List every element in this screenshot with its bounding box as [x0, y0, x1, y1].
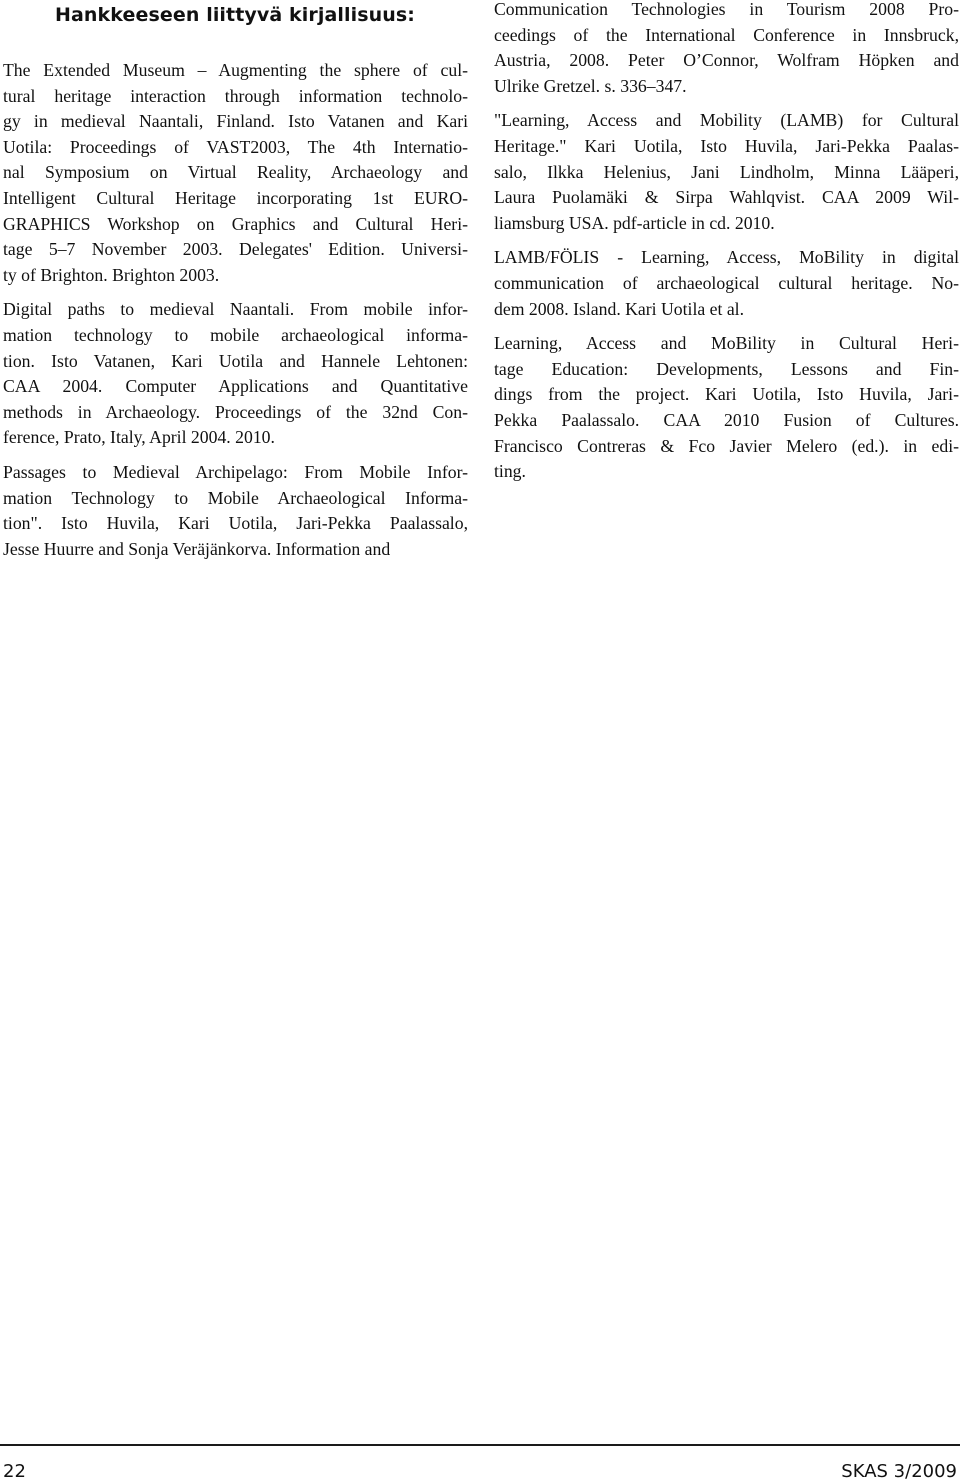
reference-line: methods in Archaeology. Proceedings of the 32nd Con- — [3, 401, 468, 422]
reference-line: tage Education: Developments, Lessons and Fin- — [494, 358, 959, 379]
reference-line: dem 2008. Island. Kari Uotila et al. — [494, 298, 745, 319]
reference-line: "Learning, Access and Mobility (LAMB) for Cultural — [494, 110, 959, 131]
reference-line: Pekka Paalassalo. CAA 2010 Fusion of Cultures. — [494, 409, 959, 430]
reference-line: ty of Brighton. Brighton 2003. — [3, 264, 220, 285]
reference-line: tion. Isto Vatanen, Kari Uotila and Hannele Lehtonen: — [3, 350, 468, 371]
reference-line: ference, Prato, Italy, April 2004. 2010. — [3, 427, 275, 448]
reference-line: LAMB/FÖLIS - Learning, Access, MoBility in digital — [494, 247, 959, 268]
reference-line: mation Technology to Mobile Archaeological Informa- — [3, 487, 468, 508]
reference-line: Ulrike Gretzel. s. 336–347. — [494, 75, 687, 96]
reference-line: nal Symposium on Virtual Reality, Archaeology and — [3, 162, 468, 183]
reference-line: GRAPHICS Workshop on Graphics and Cultural Heri- — [3, 213, 468, 234]
reference-line: The Extended Museum – Augmenting the sphere of cul- — [3, 60, 468, 80]
reference-line: dings from the project. Kari Uotila, Isto Huvila, Jari- — [494, 384, 959, 405]
reference-line: CAA 2004. Computer Applications and Quantitative — [3, 376, 468, 397]
reference-entry — [494, 108, 959, 236]
reference-line: Learning, Access and MoBility in Cultural Heri- — [494, 333, 959, 354]
reference-line: Francisco Contreras & Fco Javier Melero (ed.). in edi- — [494, 435, 959, 456]
footer-rule — [0, 1444, 960, 1446]
reference-line: tion". Isto Huvila, Kari Uotila, Jari-Pekka Paalassalo, — [3, 513, 468, 534]
reference-line: communication of archaeological cultural heritage. No- — [494, 272, 959, 293]
reference-entry — [494, 245, 959, 322]
page-number: 22 — [3, 1461, 26, 1482]
reference-line: salo, Ilkka Helenius, Jani Lindholm, Minna Lääperi, — [494, 161, 959, 182]
publication-issue: SKAS 3/2009 — [841, 1461, 957, 1482]
reference-line: Passages to Medieval Archipelago: From Mobile Infor- — [3, 461, 468, 482]
reference-entry — [494, 0, 959, 99]
reference-line: Laura Puolamäki & Sirpa Wahlqvist. CAA 2009 Wil- — [494, 187, 959, 208]
right-column — [494, 0, 959, 494]
reference-line: liamsburg USA. pdf-article in cd. 2010. — [494, 212, 775, 233]
left-column — [3, 58, 468, 571]
reference-line: Communication Technologies in Tourism 2008 Pro- — [494, 0, 959, 19]
reference-line: gy in medieval Naantali, Finland. Isto Vatanen and Kari — [3, 111, 468, 132]
reference-entry — [3, 297, 468, 451]
reference-line: ceedings of the International Conference in Innsbruck, — [494, 24, 959, 45]
reference-entry — [3, 460, 468, 562]
reference-line: tural heritage interaction through information technolo- — [3, 85, 468, 106]
reference-line: Heritage." Kari Uotila, Isto Huvila, Jari-Pekka Paalas- — [494, 135, 959, 156]
reference-entry — [3, 58, 468, 288]
reference-line: Uotila: Proceedings of VAST2003, The 4th Internatio- — [3, 136, 468, 157]
reference-line: Austria, 2008. Peter O’Connor, Wolfram Höpken and — [494, 50, 959, 71]
reference-line: ting. — [494, 461, 526, 482]
reference-line: tage 5–7 November 2003. Delegates' Edition. Universi- — [3, 239, 468, 260]
reference-line: Digital paths to medieval Naantali. From mobile infor- — [3, 299, 468, 320]
reference-line: Intelligent Cultural Heritage incorporating 1st EURO- — [3, 187, 468, 208]
reference-entry — [494, 331, 959, 485]
reference-line: Jesse Huurre and Sonja Veräjänkorva. Information and — [3, 538, 391, 559]
section-heading: Hankkeeseen liittyvä kirjallisuus: — [55, 4, 415, 26]
reference-line: mation technology to mobile archaeological informa- — [3, 324, 468, 345]
